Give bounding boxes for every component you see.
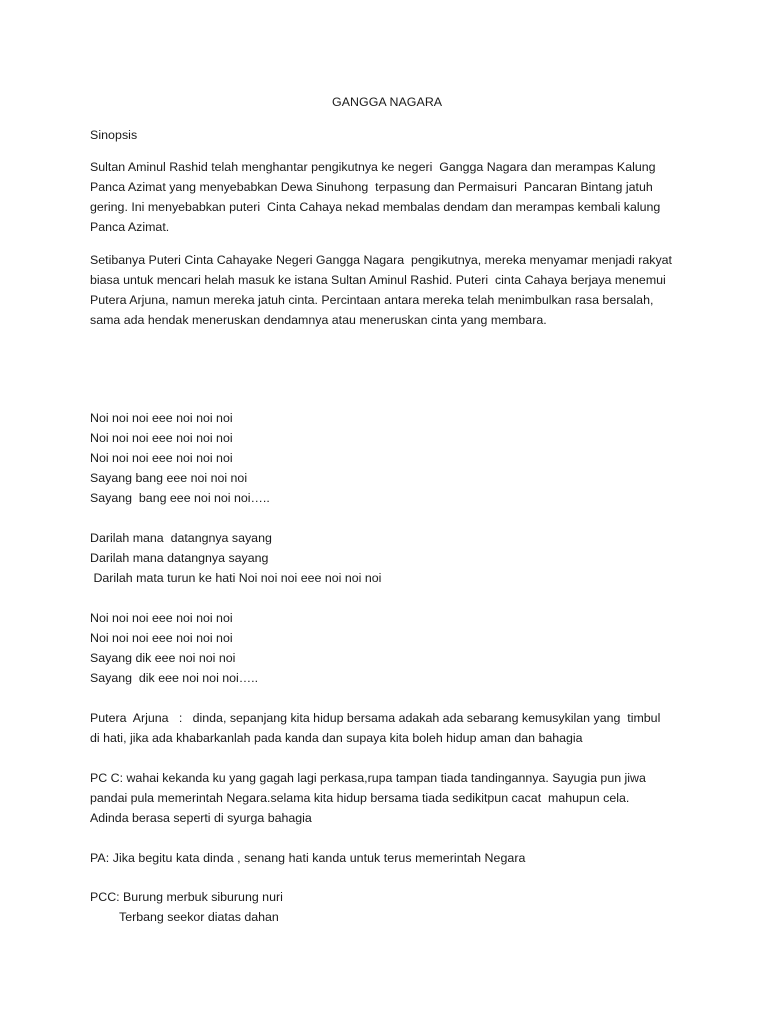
lyric-line: Noi noi noi eee noi noi noi xyxy=(90,631,233,645)
lyric-line: Sayang dik eee noi noi noi xyxy=(90,651,236,665)
pantun-line: PCC: Burung merbuk siburung nuri xyxy=(90,890,283,904)
song-verse-2 xyxy=(90,528,680,588)
lyric-line: Darilah mana datangnya sayang xyxy=(90,531,272,545)
pantun-line: Terbang seekor diatas dahan xyxy=(119,910,279,924)
dialog-pa-reply: PA: Jika begitu kata dinda , senang hati kanda untuk terus memerintah Negara xyxy=(90,851,526,865)
text-line: Panca Azimat. xyxy=(90,220,170,234)
lyric-line: Noi noi noi eee noi noi noi xyxy=(90,411,233,425)
lyric-line: Sayang dik eee noi noi noi….. xyxy=(90,671,259,685)
dialog-line: pandai pula memerintah Negara.selama kita hidup bersama tiada sedikitpun cacat mahupun cela. xyxy=(90,791,630,805)
text-line: biasa untuk mencari helah masuk ke istana Sultan Aminul Rashid. Puteri cinta Cahaya berjaya menemui xyxy=(90,273,666,287)
text-line: Sultan Aminul Rashid telah menghantar pengikutnya ke negeri Gangga Nagara dan merampas Kalung xyxy=(90,160,656,174)
dialog-line: di hati, jika ada khabarkanlah pada kanda dan supaya kita boleh hidup aman dan bahagia xyxy=(90,731,583,745)
lyric-line: Noi noi noi eee noi noi noi xyxy=(90,431,233,445)
dialog-line: Adinda berasa seperti di syurga bahagia xyxy=(90,811,312,825)
dialog-putera-arjuna xyxy=(90,708,680,748)
lyric-line: Noi noi noi eee noi noi noi xyxy=(90,611,233,625)
text-line: Putera Arjuna, namun mereka jatuh cinta. Percintaan antara mereka telah menimbulkan rasa bersalah, xyxy=(90,293,654,307)
synopsis-paragraph-1 xyxy=(90,157,680,237)
sinopsis-heading: Sinopsis xyxy=(90,128,138,142)
lyric-line: Sayang bang eee noi noi noi xyxy=(90,471,248,485)
text-line: Panca Azimat yang menyebabkan Dewa Sinuhong terpasung dan Permaisuri Pancaran Bintang jatuh xyxy=(90,180,653,194)
text-line: sama ada hendak meneruskan dendamnya atau meneruskan cinta yang membara. xyxy=(90,313,547,327)
song-verse-3 xyxy=(90,608,680,688)
text-line: gering. Ini menyebabkan puteri Cinta Cahaya nekad membalas dendam dan merampas kembali kalung xyxy=(90,200,661,214)
dialog-pcc-pantun xyxy=(90,887,680,927)
dialog-line: PC C: wahai kekanda ku yang gagah lagi perkasa,rupa tampan tiada tandingannya. Sayugia pun jiwa xyxy=(90,771,646,785)
text-line: Setibanya Puteri Cinta Cahayake Negeri Gangga Nagara pengikutnya, mereka menyamar menjadi rakyat xyxy=(90,253,672,267)
document-title: GANGGA NAGARA xyxy=(332,95,443,109)
lyric-line: Sayang bang eee noi noi noi….. xyxy=(90,491,270,505)
dialog-puteri-cinta-cahaya xyxy=(90,768,680,828)
lyric-line: Darilah mana datangnya sayang xyxy=(90,551,269,565)
lyric-line: Darilah mata turun ke hati Noi noi noi eee noi noi noi xyxy=(90,571,382,585)
dialog-line: Putera Arjuna : dinda, sepanjang kita hidup bersama adakah ada sebarang kemusykilan yang timbul xyxy=(90,711,661,725)
lyric-line: Noi noi noi eee noi noi noi xyxy=(90,451,233,465)
synopsis-paragraph-2 xyxy=(90,250,680,330)
song-verse-1 xyxy=(90,408,680,508)
